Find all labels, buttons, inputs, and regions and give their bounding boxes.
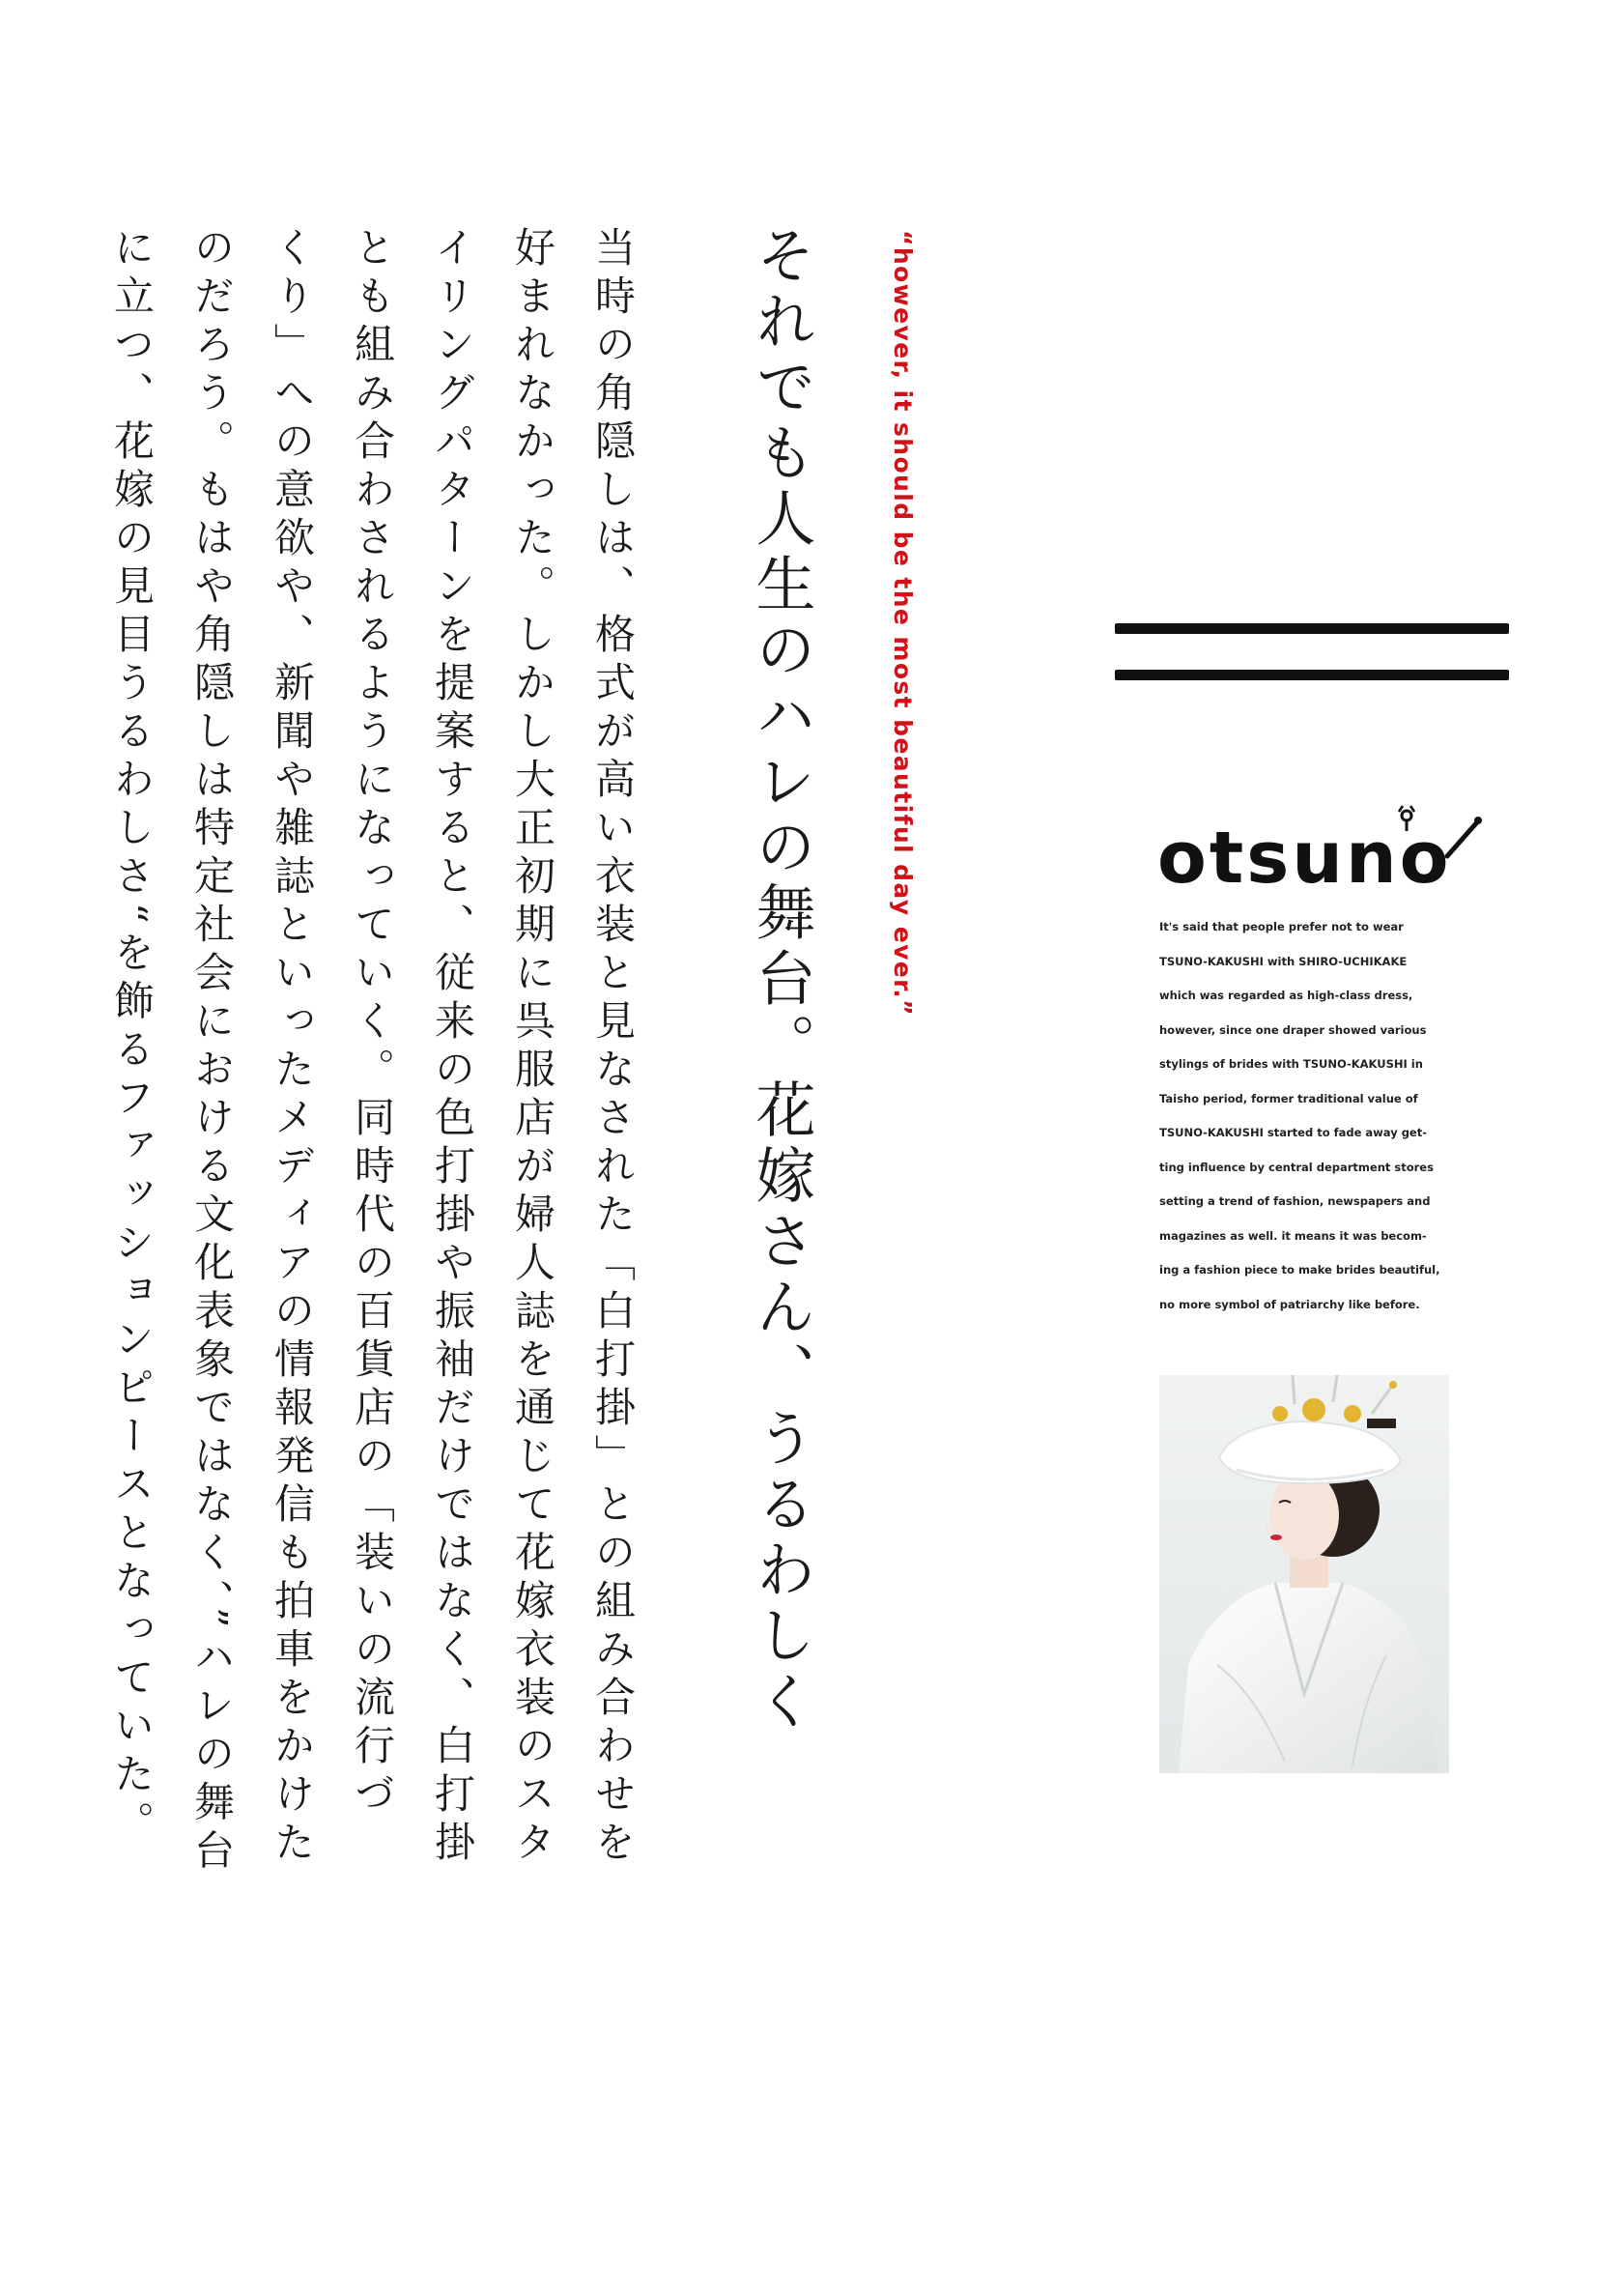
bride-illustration [1159, 1375, 1449, 1773]
body-column: のだろう。もはや角隠しは特定社会における文化表象ではなく、”ハレの舞台 [188, 226, 236, 1878]
description-line: stylings of brides with TSUNO-KAKUSHI in [1159, 1057, 1423, 1071]
english-description [1159, 910, 1468, 1322]
kanzashi-hairpin-icon [1380, 802, 1486, 870]
body-column: イリングパターンを提案すると、従来の色打掛や振袖だけではなく、白打掛 [429, 226, 476, 1869]
body-column: とも組み合わされるようになっていく。同時代の百貨店の「装いの流行づ [349, 226, 396, 1821]
logo-wordmark: otsuno [1157, 817, 1452, 900]
body-column: に立つ、花嫁の見目うるわしさ“を飾るファッションピースとなっていた。 [108, 226, 156, 1850]
description-line: It's said that people prefer not to wear [1159, 920, 1404, 933]
body-column: 当時の角隠しは、格式が高い衣装と見なされた「白打掛」との組み合わせを [589, 226, 637, 1869]
divider-rule-top [1115, 623, 1509, 634]
description-line: Taisho period, former traditional value of [1159, 1091, 1418, 1105]
description-line: TSUNO-KAKUSHI with SHIRO-UCHIKAKE [1159, 954, 1408, 968]
description-line: ing a fashion piece to make brides beautiful, [1159, 1263, 1440, 1277]
description-line: however, since one draper showed various [1159, 1022, 1427, 1037]
headline: それでも人生のハレの舞台。花嫁さん、うるわしく [746, 224, 816, 1736]
bride-photo [1159, 1375, 1449, 1773]
description-line: ting influence by central department stores [1159, 1160, 1434, 1174]
description-line: magazines as well. it means it was becom- [1159, 1228, 1427, 1243]
description-line: setting a trend of fashion, newspapers and [1159, 1194, 1431, 1208]
description-line: which was regarded as high-class dress, [1159, 989, 1413, 1002]
description-line: no more symbol of patriarchy like before. [1159, 1297, 1420, 1311]
description-line: TSUNO-KAKUSHI started to fade away get- [1159, 1126, 1427, 1139]
body-column: くり」への意欲や、新聞や雑誌といったメディアの情報発信も拍車をかけた [269, 226, 316, 1869]
divider-rule-bottom [1115, 670, 1509, 680]
body-column: 好まれなかった。しかし大正初期に呉服店が婦人誌を通じて花嫁衣装のスタ [509, 226, 556, 1869]
body-text [108, 226, 653, 2101]
english-quote: “however, it should be the most beautiful day ever.” [889, 230, 917, 1018]
otsuno-logo [1157, 810, 1466, 906]
